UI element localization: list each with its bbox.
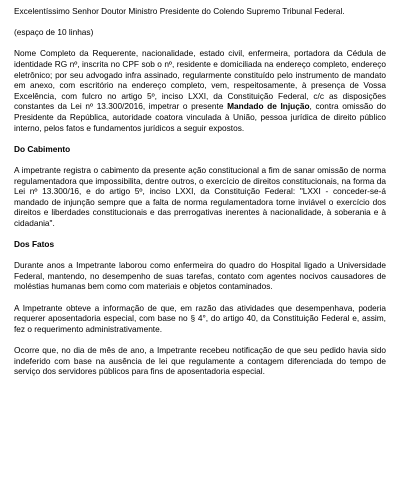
cabimento-paragraph: A impetrante registra o cabimento da presente ação constitucional a fim de sanar omissão de norma regulamentadora que impossibilita, dentre outros, o exercício de direitos constitucionais, na forma da Lei nº 13.300/16, e do artigo 5º, inciso LXXI, da Constituição Federal: "LXXI - conceder-se-á mandado de injunção sempre que a falta de norma regulamentadora torne inviável o exercício dos direitos e liberdades constitucionais e das prerrogativas inerentes à nacionalidade, à soberania e à cidadania". bbox=[14, 164, 386, 228]
intro-paragraph bbox=[14, 48, 386, 133]
addressee-line: Excelentíssimo Senhor Doutor Ministro Presidente do Colendo Supremo Tribunal Federal. bbox=[14, 6, 345, 16]
fatos-paragraph-2: A Impetrante obteve a informação de que, em razão das atividades que desempenhava, poderia requerer aposentadoria especial, com base no § 4°, do artigo 40, da Constituição Federal e, assim, fez o requerimento administrativamente. bbox=[14, 302, 386, 334]
section-heading-fatos: Dos Fatos bbox=[14, 239, 55, 250]
section-heading-cabimento: Do Cabimento bbox=[14, 143, 71, 154]
intro-text-start: Nome Completo da Requerente, nacionalidade, estado civil, enfermeira, portadora da Cédula de identidade RG nº, inscrita no CPF sob o nº, residente e domiciliada na endereço completo, endereço eletrônico; por seu advogado infra assinado, regularmente constituído pelo instrumento de mandato em anexo, com escritório na endereço completo, vem, respeitosamente, à presença de Vossa Excelência, com fulcro no artigo 5º, inciso LXXI, da Constituição Federal, c/c as disposições constantes da Lei nº 13.300/2016, impetrar o presente bbox=[14, 48, 386, 112]
spacing-note: (espaço de 10 linhas) bbox=[14, 27, 94, 38]
fatos-paragraph-3: Ocorre que, no dia de mês de ano, a Impetrante recebeu notificação de que seu pedido havia sido indeferido com base na ausência de lei que regulamente a contagem diferenciada do tempo de serviço dos servidores públicos para fins de aposentadoria especial. bbox=[14, 345, 386, 377]
fatos-paragraph-1: Durante anos a Impetrante laborou como enfermeira do quadro do Hospital ligado a Universidade Federal, mantendo, no desempenho de suas tarefas, contato com agentes nocivos causadores de moléstias humanas bem como com materiais e objetos contaminados. bbox=[14, 260, 386, 292]
intro-text-end: , contra omissão do Presidente da República, autoridade coatora vinculada à União, pessoa jurídica de direito público interno, pelos fatos e fundamentos jurídicos a seguir expostos. bbox=[14, 101, 386, 133]
action-name: Mandado de Injução bbox=[227, 101, 310, 112]
